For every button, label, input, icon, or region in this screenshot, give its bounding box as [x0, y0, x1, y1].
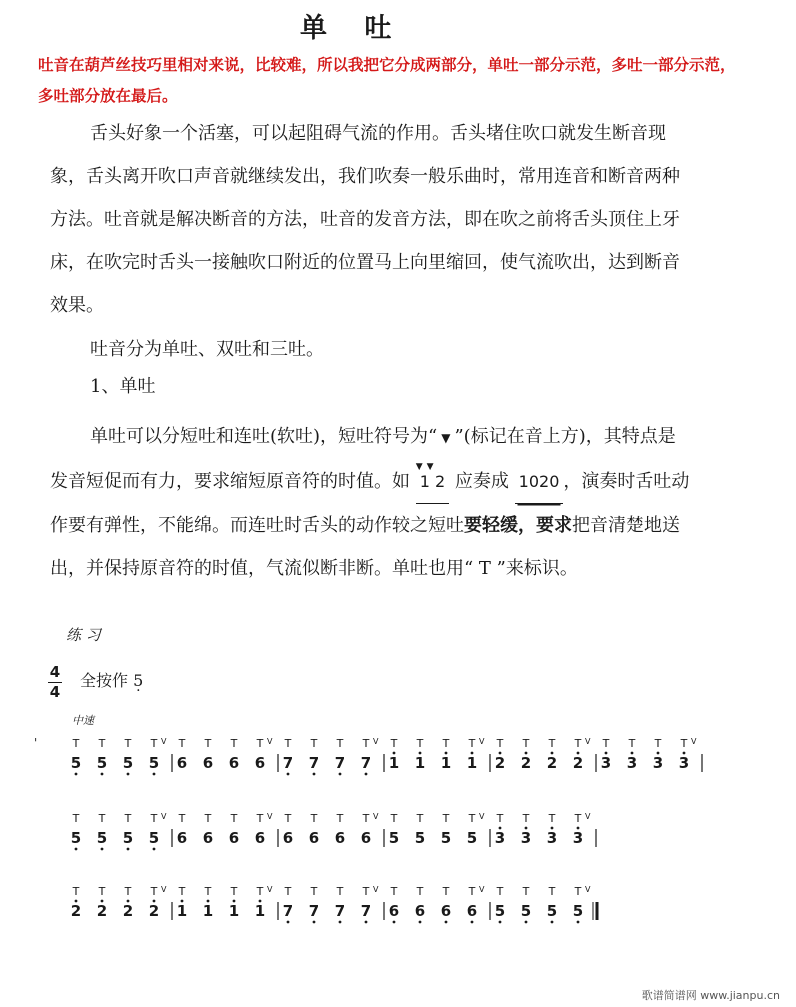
note: 6	[176, 829, 188, 847]
note: 5	[466, 829, 478, 847]
tongue-mark: T	[362, 812, 370, 825]
tongue-mark: T	[468, 737, 476, 750]
tongue-mark: T	[548, 812, 556, 825]
tongue-mark: T	[548, 885, 556, 898]
note: 6	[254, 754, 266, 772]
tongue-mark: T	[522, 885, 530, 898]
breath-mark: V	[267, 812, 273, 821]
text-line: 吐音分为单吐、双吐和三吐。	[90, 339, 324, 360]
octave-dot-low	[551, 921, 554, 924]
tongue-mark: T	[362, 885, 370, 898]
octave-dot-high	[525, 827, 528, 830]
note: 5	[70, 829, 82, 847]
note: 5	[148, 829, 160, 847]
tongue-mark: T	[204, 812, 212, 825]
tongue-mark: T	[336, 812, 344, 825]
breath-mark: V	[373, 737, 379, 746]
intro-line: 多吐部分放在最后。	[38, 86, 178, 105]
breath-mark: V	[691, 737, 697, 746]
octave-dot-low	[313, 773, 316, 776]
note: 6	[466, 902, 478, 920]
breath-mark: V	[161, 885, 167, 894]
octave-dot-low	[339, 773, 342, 776]
octave-dot-high	[683, 752, 686, 755]
note: 3	[600, 754, 612, 772]
note: 6	[360, 829, 372, 847]
octave-dot-high	[419, 752, 422, 755]
octave-dot-high	[577, 752, 580, 755]
note: 1	[466, 754, 478, 772]
breath-mark: V	[585, 885, 591, 894]
note: 1	[176, 902, 188, 920]
tongue-mark: T	[496, 885, 504, 898]
note: 3	[494, 829, 506, 847]
tongue-mark: T	[98, 812, 106, 825]
octave-dot-low	[339, 921, 342, 924]
note: 7	[282, 754, 294, 772]
note: 7	[308, 754, 320, 772]
tongue-mark: T	[496, 812, 504, 825]
staccato-symbol: ▼	[441, 431, 451, 445]
tongue-mark: T	[124, 737, 132, 750]
note: 7	[308, 902, 320, 920]
note: 5	[122, 829, 134, 847]
note: 1	[388, 754, 400, 772]
tongue-mark: T	[178, 737, 186, 750]
breath-mark: V	[373, 812, 379, 821]
tongue-mark: T	[230, 737, 238, 750]
octave-dot-low	[525, 921, 528, 924]
note: 5	[440, 829, 452, 847]
note: 5	[96, 829, 108, 847]
octave-dot-low	[365, 921, 368, 924]
text-line: 效果。	[50, 295, 104, 316]
score-row	[70, 812, 720, 862]
octave-dot-high	[577, 827, 580, 830]
page-title: 单 吐	[300, 13, 406, 44]
breath-mark: V	[585, 737, 591, 746]
tongue-mark: T	[150, 885, 158, 898]
octave-dot-high	[525, 752, 528, 755]
tongue-mark: T	[522, 737, 530, 750]
tongue-mark: T	[336, 885, 344, 898]
tongue-mark: T	[72, 885, 80, 898]
note: 2	[494, 754, 506, 772]
note: 6	[414, 902, 426, 920]
note: 7	[360, 902, 372, 920]
note: 1	[228, 902, 240, 920]
breath-mark: V	[479, 812, 485, 821]
intro-note	[38, 49, 768, 111]
tongue-mark: T	[178, 812, 186, 825]
octave-dot-high	[471, 752, 474, 755]
octave-dot-high	[75, 900, 78, 903]
tongue-mark: T	[256, 737, 264, 750]
tongue-mark: T	[150, 812, 158, 825]
octave-dot-low	[365, 773, 368, 776]
tongue-mark: T	[390, 812, 398, 825]
text-line: 出，并保持原音符的时值，气流似断非断。单吐也用“ T ”来标识。	[50, 558, 578, 579]
note: 6	[282, 829, 294, 847]
tongue-mark: T	[72, 812, 80, 825]
note: 5	[96, 754, 108, 772]
tongue-mark: T	[574, 812, 582, 825]
note: 6	[202, 829, 214, 847]
note: 5	[546, 902, 558, 920]
text-line: 作要有弹性，不能绵。而连吐时舌头的动作较之短吐要轻缓，要求把音清楚地送	[50, 515, 680, 536]
breath-mark: V	[373, 885, 379, 894]
note: 1	[440, 754, 452, 772]
paragraph-tonguing-intro	[50, 112, 780, 327]
note: 5	[572, 902, 584, 920]
octave-dot-low	[445, 921, 448, 924]
tongue-mark: T	[124, 812, 132, 825]
octave-dot-low	[75, 773, 78, 776]
octave-dot-high	[207, 900, 210, 903]
octave-dot-high	[499, 752, 502, 755]
notation-row	[70, 737, 720, 787]
octave-dot-low	[499, 921, 502, 924]
tongue-mark: T	[522, 812, 530, 825]
note: 5	[70, 754, 82, 772]
tongue-mark: T	[574, 737, 582, 750]
note: 1	[254, 902, 266, 920]
section-heading: 1、单吐	[90, 376, 156, 397]
note: 3	[546, 829, 558, 847]
note: 6	[440, 902, 452, 920]
octave-dot-low	[153, 773, 156, 776]
note: 1	[202, 902, 214, 920]
note: 7	[360, 754, 372, 772]
note: 7	[334, 902, 346, 920]
paragraph-single-tonguing	[50, 415, 780, 590]
octave-dot-high	[153, 900, 156, 903]
octave-dot-low	[393, 921, 396, 924]
note: 6	[202, 754, 214, 772]
time-signature: 4 4	[49, 663, 61, 701]
tongue-mark: T	[256, 812, 264, 825]
note: 2	[122, 902, 134, 920]
stray-mark: '	[34, 736, 38, 750]
tongue-mark: T	[310, 812, 318, 825]
tongue-mark: T	[284, 885, 292, 898]
tongue-mark: T	[310, 885, 318, 898]
tongue-mark: T	[468, 812, 476, 825]
note: 5	[148, 754, 160, 772]
note: 2	[546, 754, 558, 772]
note: 7	[334, 754, 346, 772]
note: 6	[176, 754, 188, 772]
tongue-mark: T	[310, 737, 318, 750]
note: 3	[572, 829, 584, 847]
paragraph-types	[50, 328, 780, 371]
note: 2	[520, 754, 532, 772]
tongue-mark: T	[362, 737, 370, 750]
octave-dot-low	[101, 848, 104, 851]
note: 2	[148, 902, 160, 920]
tongue-mark: T	[416, 885, 424, 898]
octave-dot-high	[605, 752, 608, 755]
text-line: 单吐可以分短吐和连吐(软吐)，短吐符号为“ ▼ ”(标记在音上方)，其特点是	[90, 426, 676, 447]
tongue-mark: T	[416, 737, 424, 750]
octave-dot-low	[471, 921, 474, 924]
note: 6	[334, 829, 346, 847]
tongue-mark: T	[390, 737, 398, 750]
tongue-mark: T	[256, 885, 264, 898]
text-line: 方法。吐音就是解决断音的方法，吐音的发音方法，即在吹之前将舌头顶住上牙	[50, 209, 680, 230]
example-notes: ▼▼ 1 2	[416, 460, 449, 504]
watermark: 歌谱简谱网 www.jianpu.cn	[641, 989, 780, 1002]
note: 5	[494, 902, 506, 920]
octave-dot-low	[313, 921, 316, 924]
tongue-mark: T	[548, 737, 556, 750]
text-line: 舌头好象一个活塞，可以起阻碍气流的作用。舌头堵住吹口就发生断音现	[90, 123, 666, 144]
octave-dot-high	[101, 900, 104, 903]
tongue-mark: T	[628, 737, 636, 750]
tongue-mark: T	[442, 737, 450, 750]
octave-dot-high	[551, 752, 554, 755]
note: 7	[282, 902, 294, 920]
note: 2	[70, 902, 82, 920]
note: 2	[96, 902, 108, 920]
exercise-label: 练 习	[66, 626, 101, 644]
octave-dot-high	[259, 900, 262, 903]
tongue-mark: T	[654, 737, 662, 750]
tongue-mark: T	[336, 737, 344, 750]
note: 1	[414, 754, 426, 772]
tongue-mark: T	[468, 885, 476, 898]
octave-dot-high	[499, 827, 502, 830]
note: 3	[520, 829, 532, 847]
breath-mark: V	[161, 737, 167, 746]
note: 6	[228, 829, 240, 847]
octave-dot-high	[233, 900, 236, 903]
octave-dot-high	[657, 752, 660, 755]
note: 5	[122, 754, 134, 772]
breath-mark: V	[479, 737, 485, 746]
tongue-mark: T	[496, 737, 504, 750]
tongue-mark: T	[230, 885, 238, 898]
tongue-mark: T	[602, 737, 610, 750]
tempo-marking: 中速	[72, 714, 94, 727]
tongue-mark: T	[442, 885, 450, 898]
note: 3	[626, 754, 638, 772]
tongue-mark: T	[574, 885, 582, 898]
note: 6	[388, 902, 400, 920]
octave-dot-low	[153, 848, 156, 851]
note: 5	[388, 829, 400, 847]
octave-dot-low	[127, 773, 130, 776]
octave-dot-high	[393, 752, 396, 755]
tongue-mark: T	[204, 737, 212, 750]
notation-row	[70, 812, 720, 862]
fingering-note: 全按作 5 ·	[80, 668, 143, 691]
breath-mark: V	[161, 812, 167, 821]
tongue-mark: T	[178, 885, 186, 898]
note: 3	[652, 754, 664, 772]
breath-mark: V	[479, 885, 485, 894]
intro-line: 吐音在葫芦丝技巧里相对来说，比较难，所以我把它分成两部分，单吐一部分示范，多吐一部分示范，	[38, 55, 736, 74]
octave-dot-low	[75, 848, 78, 851]
tongue-mark: T	[284, 737, 292, 750]
note: 3	[678, 754, 690, 772]
note: 5	[414, 829, 426, 847]
note: 5	[520, 902, 532, 920]
octave-dot-low	[101, 773, 104, 776]
octave-dot-low	[287, 921, 290, 924]
breath-mark: V	[267, 737, 273, 746]
notation-row	[70, 885, 720, 935]
tongue-mark: T	[230, 812, 238, 825]
octave-dot-high	[181, 900, 184, 903]
note: 6	[254, 829, 266, 847]
octave-dot-low	[127, 848, 130, 851]
score-row	[70, 885, 720, 935]
tongue-mark: T	[124, 885, 132, 898]
breath-mark: V	[585, 812, 591, 821]
text-line: 发音短促而有力，要求缩短原音符的时值。如 ▼▼ 1 2 应奏成 1020 ，演奏时舌吐动	[50, 460, 780, 504]
tongue-mark: T	[442, 812, 450, 825]
note: 2	[572, 754, 584, 772]
octave-dot-high	[631, 752, 634, 755]
text-line: 象，舌头离开吹口声音就继续发出，我们吹奏一般乐曲时，常用连音和断音两种	[50, 166, 680, 187]
tongue-mark: T	[204, 885, 212, 898]
tongue-mark: T	[284, 812, 292, 825]
tongue-mark: T	[680, 737, 688, 750]
octave-dot-high	[445, 752, 448, 755]
note: 6	[308, 829, 320, 847]
octave-dot-high	[127, 900, 130, 903]
tongue-mark: T	[72, 737, 80, 750]
tongue-mark: T	[98, 885, 106, 898]
octave-dot-high	[551, 827, 554, 830]
tongue-mark: T	[390, 885, 398, 898]
example-result: 1020	[515, 460, 564, 504]
octave-dot-low	[419, 921, 422, 924]
note: 6	[228, 754, 240, 772]
octave-dot-low	[287, 773, 290, 776]
tongue-mark: T	[416, 812, 424, 825]
octave-dot-low	[577, 921, 580, 924]
breath-mark: V	[267, 885, 273, 894]
text-line: 床，在吹完时舌头一接触吹口附近的位置马上向里缩回，使气流吹出，达到断音	[50, 252, 680, 273]
score-row	[70, 737, 720, 787]
tongue-mark: T	[98, 737, 106, 750]
tongue-mark: T	[150, 737, 158, 750]
